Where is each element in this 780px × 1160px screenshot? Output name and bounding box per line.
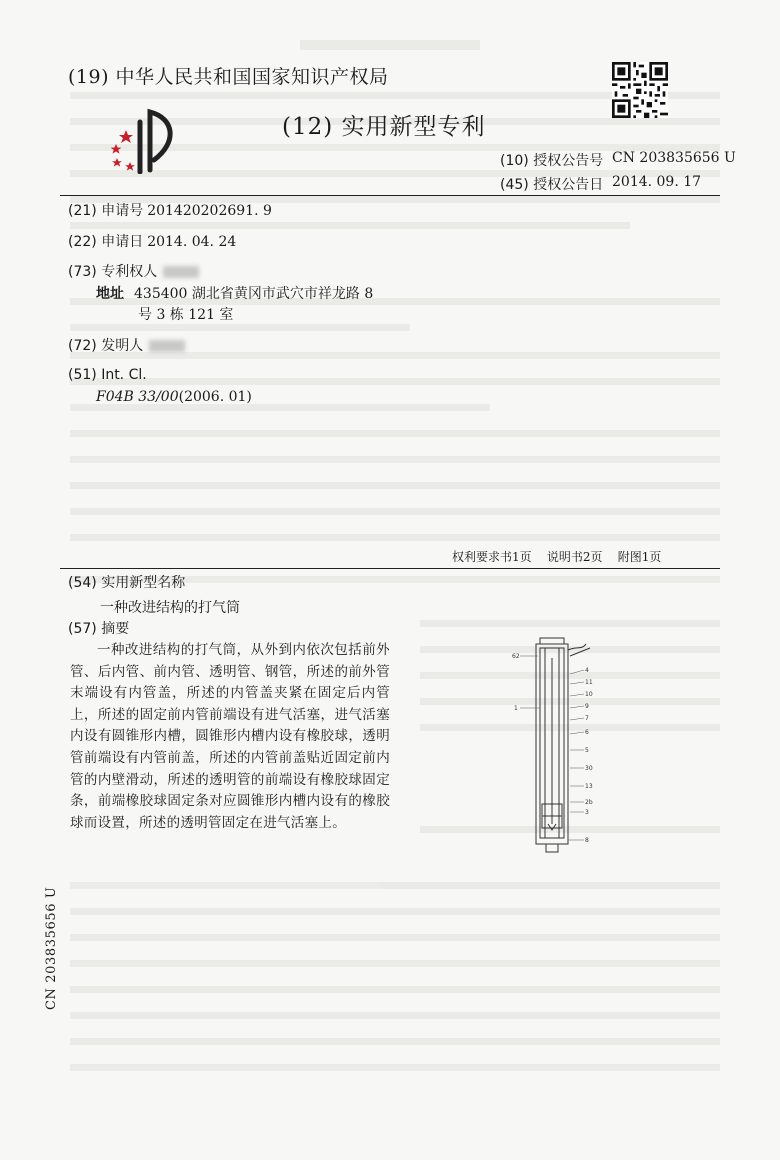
inventor-name-redacted: [149, 340, 185, 352]
abstract-divider: [60, 568, 720, 569]
ipc-version: (2006. 01): [178, 389, 252, 405]
header-divider: [60, 195, 720, 196]
drawing-label: 10: [585, 691, 593, 698]
drawing-label: 5: [585, 747, 589, 754]
application-number-row: [68, 202, 272, 220]
inventor-row: [68, 337, 185, 355]
patentee-row: [68, 263, 199, 281]
address-label: 地址: [96, 286, 124, 302]
sipo-logo-icon: [108, 108, 188, 174]
utility-title-row: [68, 574, 185, 592]
margin-publication-number: CN 203835656 U: [44, 886, 59, 1010]
abstract-text: [70, 640, 390, 834]
utility-title: 一种改进结构的打气筒: [100, 600, 240, 616]
ipc-row: [68, 366, 147, 384]
drawing-label: 2b: [585, 799, 593, 806]
patentee-label: (73) 专利权人: [68, 264, 158, 280]
drawing-label: 3: [585, 809, 589, 816]
patentee-name-redacted: [163, 266, 199, 278]
drawing-label: 13: [585, 783, 593, 790]
address-row-2: [138, 306, 233, 324]
drawing-label: 62: [512, 653, 520, 660]
document-type: (12) 实用新型专利: [282, 114, 486, 140]
address-line-1: 435400 湖北省黄冈市武穴市祥龙路 8: [134, 286, 374, 302]
drawing-label: 9: [585, 703, 589, 710]
qr-code: [612, 62, 668, 118]
inventor-label: (72) 发明人: [68, 338, 144, 354]
ipc-label: (51) Int. Cl.: [68, 367, 147, 383]
representative-drawing: [512, 634, 612, 858]
grant-date: 2014. 09. 17: [612, 174, 702, 190]
application-number-label: (21) 申请号: [68, 203, 144, 219]
abstract-heading: (57) 摘要: [68, 621, 130, 637]
ipc-code: F04B 33/00: [96, 389, 179, 405]
application-number: 201420202691. 9: [147, 203, 272, 219]
address-line-2: 号 3 栋 121 室: [138, 307, 234, 323]
grant-number-label: (10) 授权公告号: [500, 153, 604, 169]
application-date-label: (22) 申请日: [68, 234, 144, 250]
utility-title-label: (54) 实用新型名称: [68, 575, 186, 591]
ipc-code-row: [96, 388, 252, 406]
grant-number: CN 203835656 U: [612, 150, 736, 166]
address-row: [96, 285, 373, 303]
drawing-label: 8: [585, 837, 589, 844]
abstract-heading-row: [68, 620, 129, 638]
drawing-label: 4: [585, 667, 589, 674]
abstract-paragraph: 一种改进结构的打气筒，从外到内依次包括前外管、后内管、前内管、透明管、钢管，所述的前外管末端设有内管盖，所述的内管盖夹紧在固定后内管上，所述的固定前内管前端设有进气活塞，进气活塞内设有圆锥形内槽，圆锥形内槽内设有橡胶球，透明管前端设有内管前盖，所述的内管前盖贴近固定前内管的内壁滑动，所述的透明管的前端设有橡胶球固定条，前端橡胶球固定条对应圆锥形内槽内设有的橡胶球而设置，所述的透明管固定在进气活塞上。: [70, 642, 390, 831]
application-date-row: [68, 233, 236, 251]
pages-summary: 权利要求书1页 说明书2页 附图1页: [452, 550, 662, 564]
drawing-label: 11: [585, 679, 593, 686]
drawing-label: 30: [585, 765, 593, 772]
application-date: 2014. 04. 24: [147, 234, 237, 250]
grant-date-label: (45) 授权公告日: [500, 177, 604, 193]
drawing-label: 7: [585, 715, 589, 722]
drawing-label: 6: [585, 729, 589, 736]
drawing-label: 1: [514, 705, 518, 712]
office-name: (19) 中华人民共和国国家知识产权局: [68, 66, 389, 88]
